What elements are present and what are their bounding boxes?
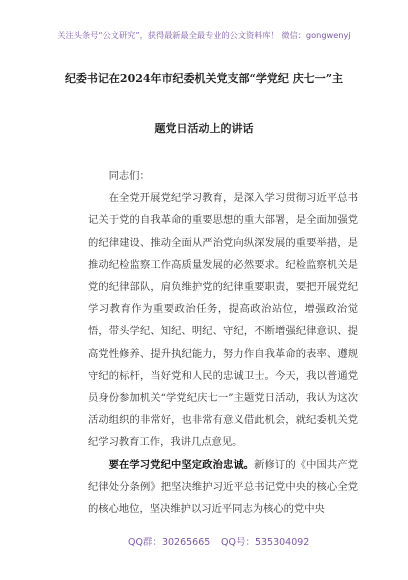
paragraph-2 <box>88 454 358 521</box>
document-title-line-2: 题党日活动上的讲话 <box>154 122 254 135</box>
header-banner: 关注头条号“公文研究”，获得最新最全最专业的公文资料库！ 微信：gongwenyj <box>57 30 351 40</box>
salutation: 同志们： <box>108 170 150 182</box>
paragraph-2-text: 新修订的《中国共产党纪律处分条例》把坚决维护习近平总书记党中央的核心全党的核心地位，坚决维护以习近平同志为核心的党中央 <box>88 458 359 516</box>
paragraph-1: 在全党开展党纪学习教育，是深入学习贯彻习近平总书记关于党的自我革命的重要思想的重大部署，是全面加强党的纪律建设、推动全面从严治党向纵深发展的重要举措，是推动纪检监察工作高质量发展的必然要求。纪检监察机关是党的纪律部队，肩负维护党的纪律重要职责，要把开展党纪学习教育作为重要政治任务，提高政治站位，增强政治觉悟，带头学纪、知纪、明纪、守纪，不断增强纪律意识、提高党性修养、提升执纪能力，努力作自我革命的表率、遵规守纪的标杆，当好党和人民的忠诚卫士。今天，我以普通党员身份参加机关“学党纪庆七一”主题党日活动，我认为这次活动组织的非常好，也非常有意义借此机会，就纪委机关党纪学习教育工作，我讲几点意见。 <box>88 192 358 449</box>
footer-qq-group: QQ群：30265665 <box>128 537 211 548</box>
footer-qq-number: QQ号：535304092 <box>221 537 310 548</box>
document-body <box>88 165 358 520</box>
document-title-line-1: 纪委书记在2024年市纪委机关党支部“学党纪 庆七一”主 <box>64 72 344 85</box>
paragraph-2-heading: 要在学习党纪中坚定政治忠诚。 <box>108 458 255 471</box>
